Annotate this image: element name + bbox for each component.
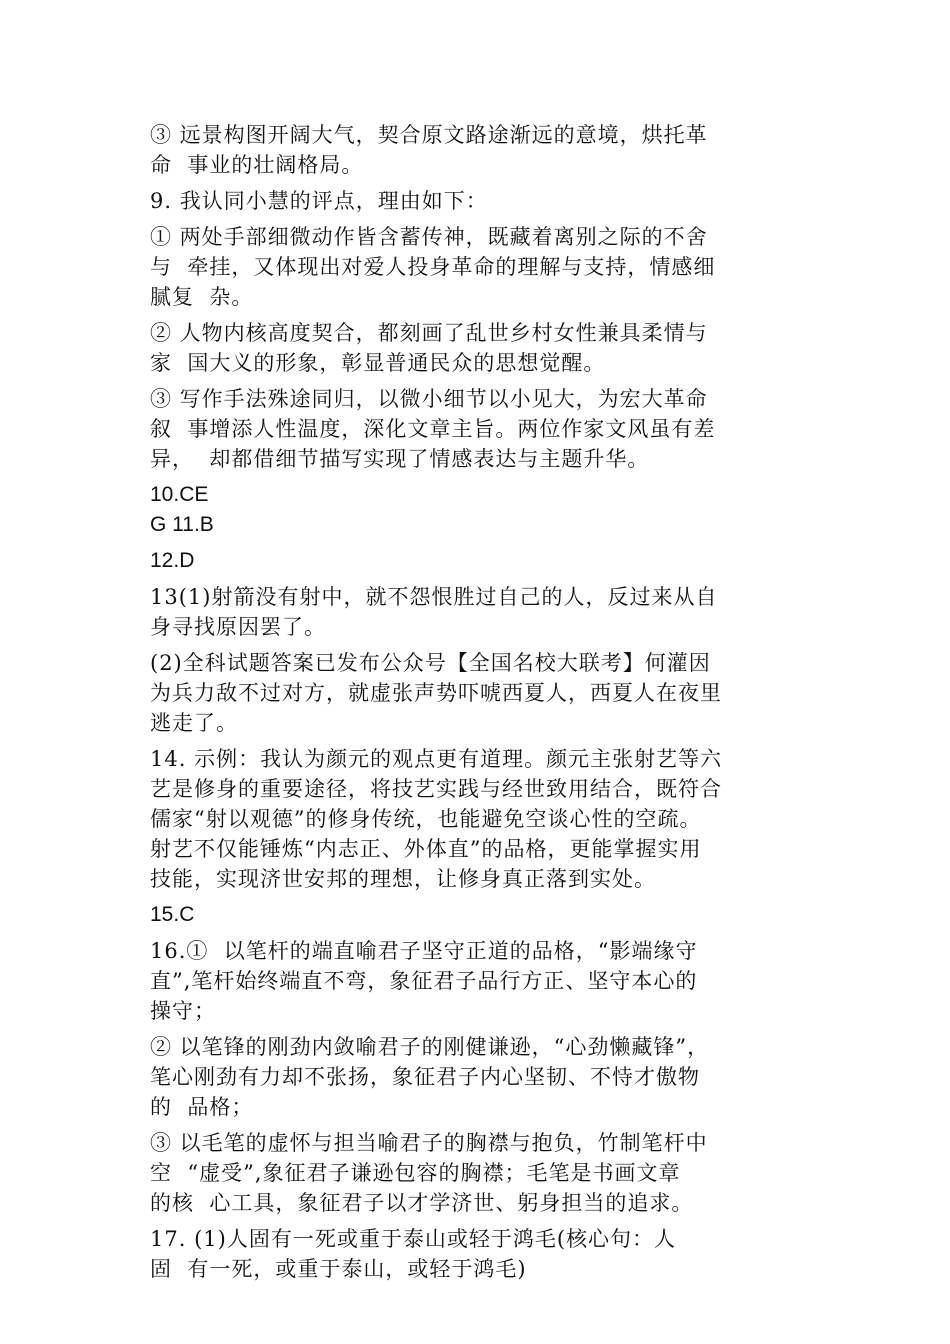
text-line: 身寻找原因罢了。	[150, 615, 326, 639]
text-line: 操守；	[150, 999, 216, 1023]
text-line: 儒家“射以观德”的修身传统，也能避免空谈心性的空疏。	[150, 807, 702, 831]
text-line: ② 人物内核高度契合，都刻画了乱世乡村女性兼具柔情与	[150, 321, 708, 345]
answer-paragraph	[150, 648, 810, 738]
answer-paragraph	[150, 318, 810, 378]
text-line: 17. (1)人固有一死或重于泰山或轻于鸿毛(核心句：人	[150, 1227, 677, 1251]
text-line: 技能，实现济世安邦的理想，让修身真正落到实处。	[150, 867, 656, 891]
answer-document	[150, 120, 810, 1290]
text-line: 空 “虚受”,象征君子谦逊包容的胸襟；毛笔是书画文章	[150, 1161, 681, 1185]
text-line: 命 事业的壮阔格局。	[150, 153, 364, 177]
text-line: 15.C	[150, 903, 195, 926]
text-line: 叙 事增添人性温度，深化文章主旨。两位作家文风虽有差	[150, 417, 716, 441]
answer-label	[150, 480, 810, 540]
text-line: ③ 以毛笔的虚怀与担当喻君子的胸襟与抱负，竹制笔杆中	[150, 1131, 708, 1155]
text-line: ② 以笔锋的刚劲内敛喻君子的刚健谦逊，“心劲懒藏锋”，	[150, 1035, 710, 1059]
text-line: 13(1)射箭没有射中，就不怨恨胜过自己的人，反过来从自	[150, 585, 718, 609]
answer-paragraph	[150, 582, 810, 642]
text-line: 艺是修身的重要途径，将技艺实践与经世致用结合，既符合	[150, 777, 722, 801]
text-line: 腻复 杂。	[150, 285, 254, 309]
answer-paragraph	[150, 120, 810, 180]
answer-paragraph	[150, 1032, 810, 1122]
answer-label	[150, 900, 810, 930]
text-line: ① 两处手部细微动作皆含蓄传神，既藏着离别之际的不舍	[150, 225, 708, 249]
text-line: 异， 却都借细节描写实现了情感表达与主题升华。	[150, 447, 650, 471]
text-line: G 11.B	[150, 513, 214, 536]
text-line: 为兵力敌不过对方，就虚张声势吓唬西夏人，西夏人在夜里	[150, 681, 722, 705]
answer-paragraph	[150, 222, 810, 312]
text-line: 固 有一死，或重于泰山，或轻于鸿毛)	[150, 1257, 527, 1281]
text-line: 逃走了。	[150, 711, 238, 735]
text-line: ③ 写作手法殊途同归，以微小细节以小见大，为宏大革命	[150, 387, 708, 411]
text-line: ③ 远景构图开阔大气，契合原文路途渐远的意境，烘托革	[150, 123, 708, 147]
answer-paragraph	[150, 744, 810, 894]
text-line: 的核 心工具，象征君子以才学济世、躬身担当的追求。	[150, 1191, 694, 1215]
answer-paragraph	[150, 1128, 810, 1218]
text-line: 射艺不仅能锤炼“内志正、外体直”的品格，更能掌握实用	[150, 837, 702, 861]
text-line: 14. 示例：我认为颜元的观点更有道理。颜元主张射艺等六	[150, 747, 723, 771]
text-line: 与 牵挂，又体现出对爱人投身革命的理解与支持，情感细	[150, 255, 716, 279]
answer-paragraph	[150, 936, 810, 1026]
text-line: 的 品格；	[150, 1095, 254, 1119]
answer-paragraph	[150, 1224, 810, 1284]
text-line: 直”,笔杆始终端直不弯，象征君子品行方正、坚守本心的	[150, 969, 698, 993]
text-line: 12.D	[150, 549, 195, 572]
text-line: (2)全科试题答案已发布公众号【全国名校大联考】何灌因	[150, 651, 711, 675]
text-line: 10.CE	[150, 483, 209, 506]
text-line: 9. 我认同小慧的评点，理由如下：	[150, 189, 488, 213]
answer-label	[150, 546, 810, 576]
text-line: 家 国大义的形象，彰显普通民众的思想觉醒。	[150, 351, 606, 375]
text-line: 笔心刚劲有力却不张扬，象征君子内心坚韧、不恃才傲物	[150, 1065, 700, 1089]
text-line: 16.① 以笔杆的端直喻君子坚守正道的品格，“影端缘守	[150, 939, 698, 963]
answer-paragraph	[150, 186, 810, 216]
answer-paragraph	[150, 384, 810, 474]
